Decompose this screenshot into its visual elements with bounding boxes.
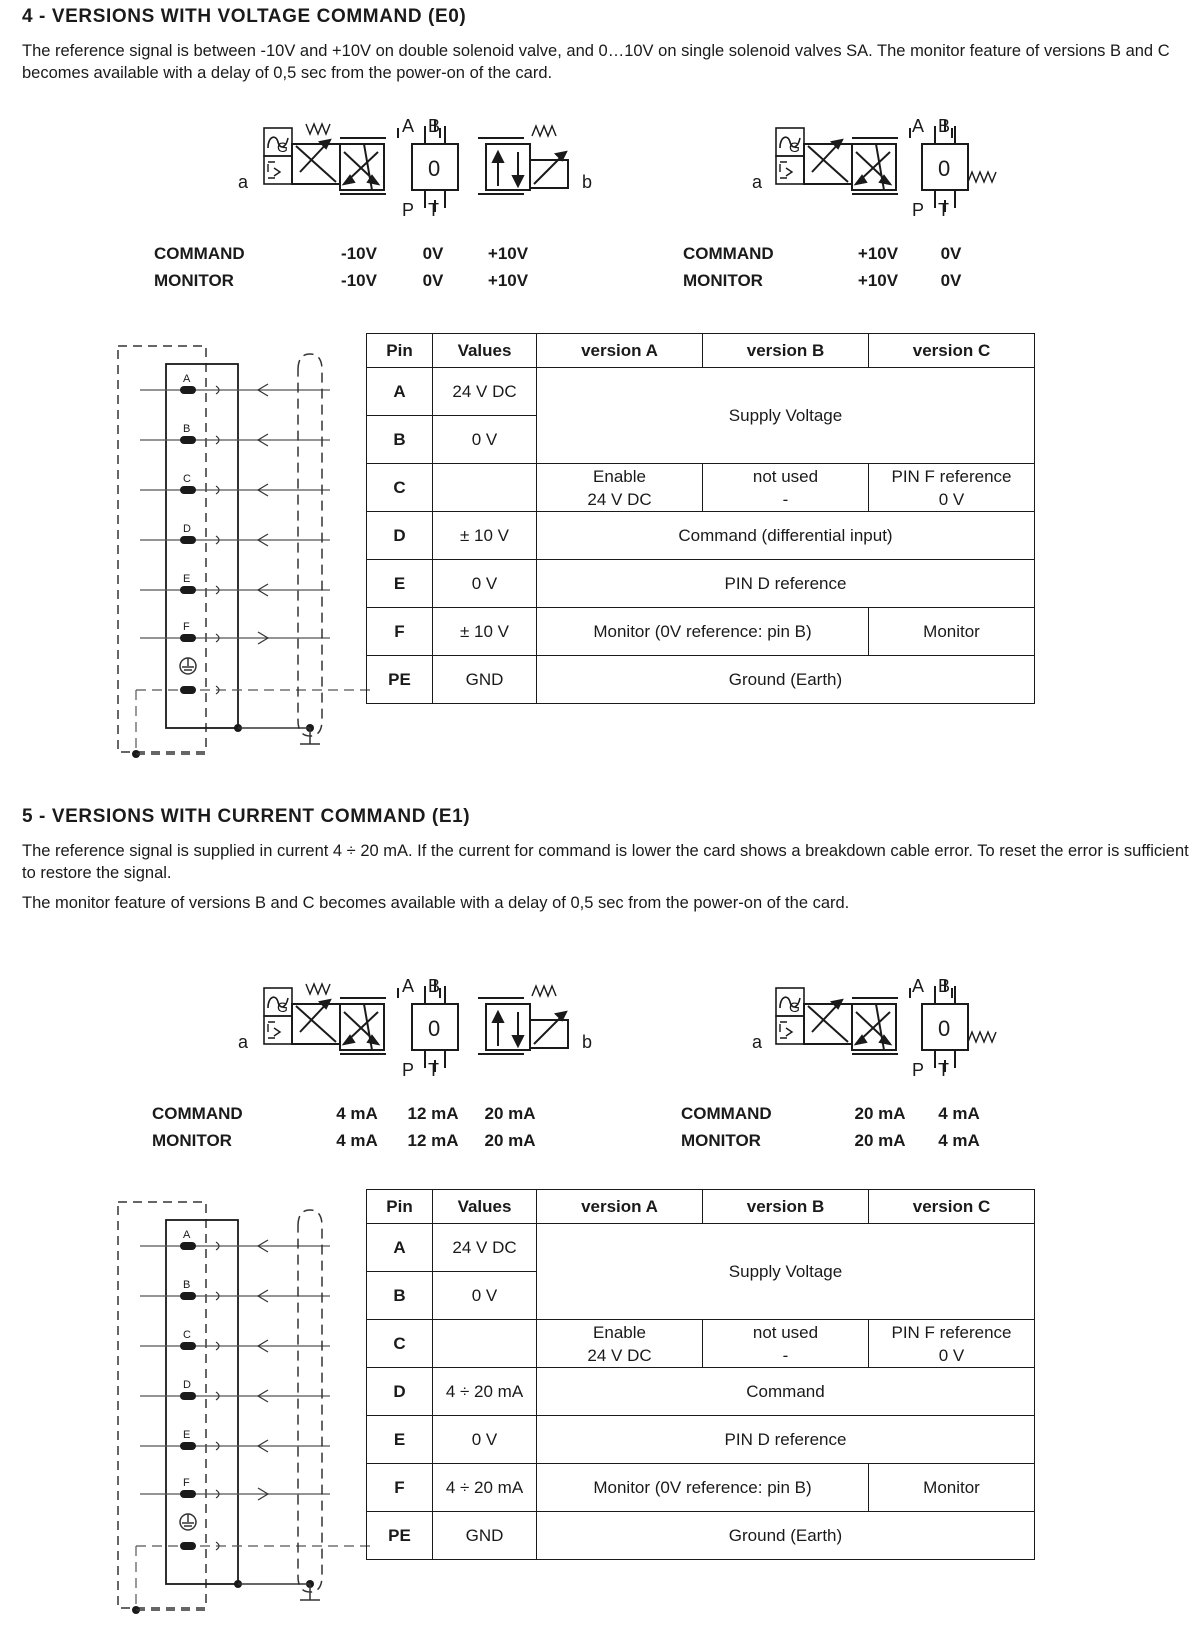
table-row	[367, 1320, 1035, 1368]
table-row	[367, 1368, 1035, 1416]
port-label-T: T	[428, 200, 439, 220]
description-cell: Command	[537, 1368, 1035, 1416]
port-label-B: B	[428, 976, 441, 996]
connector-diagram	[0, 1190, 370, 1630]
value-cell: 0 V	[433, 416, 537, 464]
table-row	[367, 368, 1035, 416]
port-label-P: P	[402, 1060, 415, 1080]
section-title: 5 - VERSIONS WITH CURRENT COMMAND (E1)	[22, 806, 471, 827]
monitor-label: MONITOR	[683, 271, 763, 290]
command-value: +10V	[857, 244, 899, 263]
port-label-T: T	[938, 200, 949, 220]
command-value: 12 mA	[407, 1104, 459, 1123]
section-description: The reference signal is supplied in current 4 ÷ 20 mA. If the current for command is lower the card shows a breakdown cable error. To reset the error is sufficient to restore the signal.	[22, 842, 1189, 882]
pin-cell: E	[367, 1416, 433, 1464]
cell-line: Enable	[593, 466, 646, 486]
cell-line: 0 V	[938, 489, 965, 509]
description-cell: PIN D reference	[537, 1416, 1035, 1464]
monitor-value: 0V	[422, 271, 444, 290]
command-label: COMMAND	[152, 1104, 243, 1123]
version-c-cell	[869, 1320, 1035, 1368]
command-value: +10V	[487, 244, 529, 263]
pin-table	[366, 1189, 1035, 1560]
cell-line: not used	[752, 466, 819, 486]
valve-symbols	[0, 112, 1200, 232]
command-value: 20 mA	[484, 1104, 536, 1123]
description-cell: Monitor (0V reference: pin B)	[537, 1464, 869, 1512]
monitor-value: +10V	[487, 271, 529, 290]
table-header-row	[367, 1190, 1035, 1224]
value-cell: ± 10 V	[433, 608, 537, 656]
pin-cell: A	[367, 368, 433, 416]
table-row	[367, 1512, 1035, 1560]
section-description: The reference signal is between -10V and +10V on double solenoid valve, and 0…10V on single solenoid valves SA. The monitor feature of versions B and C becomes available with a delay of 0,5 sec from the power-on of the card.	[22, 42, 1170, 82]
connector-pin-label: B	[183, 423, 191, 435]
connector-pin-label: D	[183, 523, 191, 535]
command-value: 20 mA	[854, 1104, 906, 1123]
port-label-A: A	[402, 116, 415, 136]
table-row	[367, 512, 1035, 560]
double-solenoid-valve-symbol	[264, 980, 568, 1072]
port-label-P: P	[402, 200, 415, 220]
table-header: version C	[869, 1190, 1035, 1224]
connector-pin-label: B	[183, 1279, 191, 1291]
pin-cell: B	[367, 416, 433, 464]
double-solenoid-valve-symbol	[264, 120, 568, 212]
monitor-label: MONITOR	[154, 271, 234, 290]
port-label-a: a	[752, 1032, 763, 1052]
pin-cell: C	[367, 1320, 433, 1368]
description-cell: Monitor (0V reference: pin B)	[537, 608, 869, 656]
monitor-value: 20 mA	[484, 1131, 536, 1150]
connector-pin-label: F	[183, 621, 190, 633]
section-5	[0, 806, 1200, 1644]
version-c-cell	[869, 464, 1035, 512]
value-cell: GND	[433, 1512, 537, 1560]
connector-pin-label: F	[183, 1477, 190, 1489]
command-label: COMMAND	[681, 1104, 772, 1123]
table-header-row	[367, 334, 1035, 368]
table-row	[367, 1416, 1035, 1464]
version-a-cell	[537, 464, 703, 512]
table-header: Pin	[367, 1190, 433, 1224]
command-value: 4 mA	[938, 1104, 980, 1123]
description-cell: Ground (Earth)	[537, 1512, 1035, 1560]
connector-pin-label: E	[183, 1429, 191, 1441]
command-label: COMMAND	[683, 244, 774, 263]
port-label-B: B	[938, 116, 951, 136]
center-label: 0	[938, 1016, 951, 1041]
cell-line: 24 V DC	[587, 1345, 652, 1365]
value-cell: 4 ÷ 20 mA	[433, 1464, 537, 1512]
connector-pin-label: C	[183, 1329, 191, 1341]
command-label: COMMAND	[154, 244, 245, 263]
connector-diagram	[0, 330, 370, 760]
value-cell: ± 10 V	[433, 512, 537, 560]
table-row	[367, 656, 1035, 704]
version-c-cell: Monitor	[869, 1464, 1035, 1512]
value-cell: 0 V	[433, 1416, 537, 1464]
value-cell: 24 V DC	[433, 368, 537, 416]
connector-pin-label: A	[183, 373, 191, 385]
single-solenoid-valve-symbol	[776, 120, 996, 212]
pin-cell: B	[367, 1272, 433, 1320]
pin-table	[366, 333, 1035, 704]
pin-cell: D	[367, 512, 433, 560]
port-label-A: A	[402, 976, 415, 996]
version-a-cell	[537, 1320, 703, 1368]
cell-line: -	[782, 1345, 789, 1365]
table-header: version B	[703, 1190, 869, 1224]
description-cell: Ground (Earth)	[537, 656, 1035, 704]
pin-cell: E	[367, 560, 433, 608]
command-value: 0V	[940, 244, 962, 263]
version-c-cell: Monitor	[869, 608, 1035, 656]
connector-pin-label: A	[183, 1229, 191, 1241]
cell-line: 0 V	[938, 1345, 965, 1365]
pin-cell: C	[367, 464, 433, 512]
table-row	[367, 560, 1035, 608]
g-label: G	[789, 139, 800, 155]
center-label: 0	[428, 156, 441, 181]
connector-pin-label: C	[183, 473, 191, 485]
center-label: 0	[938, 156, 951, 181]
monitor-label: MONITOR	[152, 1131, 232, 1150]
center-label: 0	[428, 1016, 441, 1041]
monitor-value: 20 mA	[854, 1131, 906, 1150]
table-row	[367, 464, 1035, 512]
table-header: Values	[433, 334, 537, 368]
port-label-b: b	[582, 172, 593, 192]
table-header: version C	[869, 334, 1035, 368]
description-cell: PIN D reference	[537, 560, 1035, 608]
section-description: The monitor feature of versions B and C becomes available with a delay of 0,5 sec from the power-on of the card.	[22, 894, 850, 912]
monitor-value: 4 mA	[938, 1131, 980, 1150]
cell-line: not used	[752, 1322, 819, 1342]
table-header: Pin	[367, 334, 433, 368]
monitor-value: +10V	[857, 271, 899, 290]
single-solenoid-valve-symbol	[776, 980, 996, 1072]
value-cell: GND	[433, 656, 537, 704]
port-label-b: b	[582, 1032, 593, 1052]
table-row	[367, 1224, 1035, 1272]
port-label-T: T	[428, 1060, 439, 1080]
table-header: Values	[433, 1190, 537, 1224]
section-4	[0, 0, 1200, 800]
cell-line: 24 V DC	[587, 489, 652, 509]
cell-line: Enable	[593, 1322, 646, 1342]
cell-line: PIN F reference	[891, 466, 1012, 486]
valve-symbols	[0, 972, 1200, 1092]
pin-cell: A	[367, 1224, 433, 1272]
port-label-B: B	[938, 976, 951, 996]
version-b-cell	[703, 464, 869, 512]
cell-line: PIN F reference	[891, 1322, 1012, 1342]
section-title: 4 - VERSIONS WITH VOLTAGE COMMAND (E0)	[22, 6, 467, 27]
table-header: version A	[537, 1190, 703, 1224]
monitor-value: 12 mA	[407, 1131, 459, 1150]
port-label-T: T	[938, 1060, 949, 1080]
g-label: G	[277, 999, 288, 1015]
g-label: G	[277, 139, 288, 155]
monitor-label: MONITOR	[681, 1131, 761, 1150]
monitor-value: -10V	[341, 271, 377, 290]
value-cell: 0 V	[433, 560, 537, 608]
command-value: 0V	[422, 244, 444, 263]
monitor-value: 0V	[940, 271, 962, 290]
pin-cell: PE	[367, 1512, 433, 1560]
port-label-P: P	[912, 1060, 925, 1080]
monitor-value: 4 mA	[336, 1131, 378, 1150]
description-cell: Supply Voltage	[537, 368, 1035, 464]
description-cell: Command (differential input)	[537, 512, 1035, 560]
pin-cell: D	[367, 1368, 433, 1416]
value-cell: 24 V DC	[433, 1224, 537, 1272]
command-value: 4 mA	[336, 1104, 378, 1123]
port-label-P: P	[912, 200, 925, 220]
connector-pin-label: E	[183, 573, 191, 585]
value-cell	[433, 464, 537, 512]
table-header: version B	[703, 334, 869, 368]
table-row	[367, 1464, 1035, 1512]
value-cell: 4 ÷ 20 mA	[433, 1368, 537, 1416]
port-label-a: a	[752, 172, 763, 192]
command-value: -10V	[341, 244, 377, 263]
value-cell: 0 V	[433, 1272, 537, 1320]
pin-cell: F	[367, 1464, 433, 1512]
cell-line: -	[782, 489, 789, 509]
g-label: G	[789, 999, 800, 1015]
table-row	[367, 608, 1035, 656]
description-cell: Supply Voltage	[537, 1224, 1035, 1320]
pin-cell: F	[367, 608, 433, 656]
version-b-cell	[703, 1320, 869, 1368]
port-label-B: B	[428, 116, 441, 136]
port-label-A: A	[912, 976, 925, 996]
port-label-a: a	[238, 172, 249, 192]
value-cell	[433, 1320, 537, 1368]
port-label-a: a	[238, 1032, 249, 1052]
port-label-A: A	[912, 116, 925, 136]
connector-pin-label: D	[183, 1379, 191, 1391]
table-header: version A	[537, 334, 703, 368]
pin-cell: PE	[367, 656, 433, 704]
